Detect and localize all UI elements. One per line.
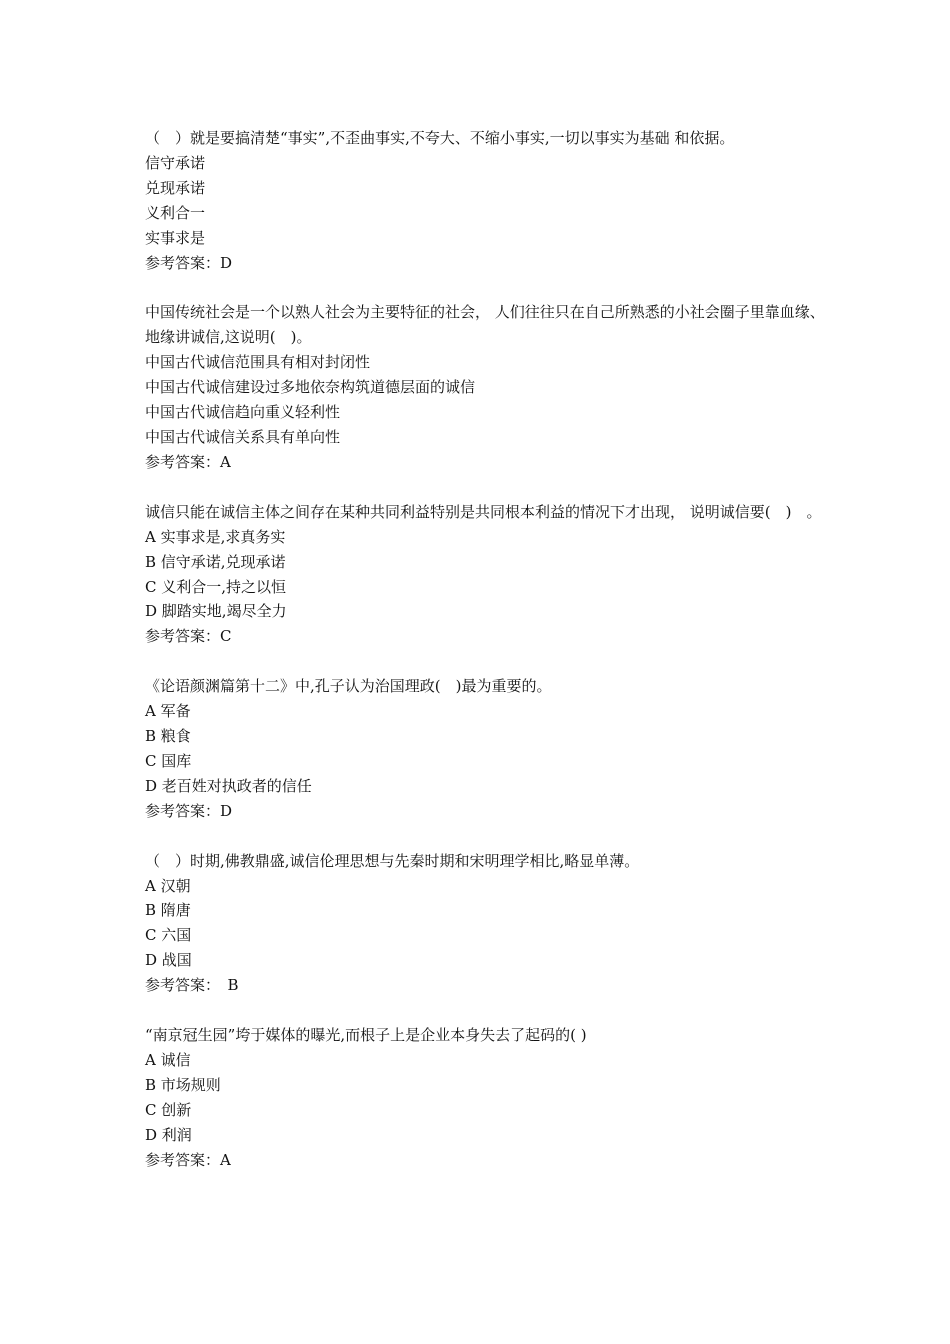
option: 中国古代诚信范围具有相对封闭性 [145, 353, 371, 372]
option: A 军备 [145, 702, 191, 721]
question-stem: “南京冠生园”垮于媒体的曝光,而根子上是企业本身失去了起码的( ) [145, 1026, 587, 1045]
reference-answer: 参考答案：D [145, 253, 233, 272]
question-6 [145, 1023, 825, 1172]
option: C 国库 [145, 751, 192, 770]
document-page [145, 126, 825, 1198]
option: B 隋唐 [145, 901, 191, 920]
option: 兑现承诺 [145, 178, 206, 197]
option: D 战国 [145, 951, 192, 970]
option: 中国古代诚信关系具有单向性 [145, 427, 341, 446]
question-stem: 诚信只能在诚信主体之间存在某种共同利益特别是共同根本利益的情况下才出现， 说明诚信要( ) 。 [145, 502, 822, 521]
option: C 创新 [145, 1100, 192, 1119]
option: D 利润 [145, 1125, 192, 1144]
question-1 [145, 126, 825, 275]
option: D 老百姓对执政者的信任 [145, 776, 312, 795]
option: 中国古代诚信趋向重义轻利性 [145, 403, 341, 422]
option: B 粮食 [145, 727, 191, 746]
option: D 脚踏实地,竭尽全力 [145, 602, 287, 621]
question-3 [145, 500, 825, 649]
reference-answer: 参考答案：A [145, 1150, 231, 1169]
reference-answer: 参考答案： B [145, 976, 239, 995]
question-4 [145, 674, 825, 823]
question-stem: 中国传统社会是一个以熟人社会为主要特征的社会， 人们往往只在自己所熟悉的小社会圈子里靠血缘、地缘讲诚信,这说明( )。 [145, 303, 825, 347]
reference-answer: 参考答案：A [145, 452, 231, 471]
option: B 市场规则 [145, 1075, 221, 1094]
question-stem: 《论语颜渊篇第十二》中,孔子认为治国理政( )最为重要的。 [145, 677, 552, 696]
option: A 汉朝 [145, 876, 191, 895]
question-2 [145, 300, 825, 474]
option: 中国古代诚信建设过多地依奈构筑道德层面的诚信 [145, 378, 476, 397]
option: B 信守承诺,兑现承诺 [145, 552, 286, 571]
option: C 六国 [145, 926, 192, 945]
option: C 义利合一,持之以恒 [145, 577, 287, 596]
question-5 [145, 849, 825, 998]
option: 信守承诺 [145, 153, 206, 172]
reference-answer: 参考答案：D [145, 801, 233, 820]
option: 实事求是 [145, 228, 206, 247]
option: 义利合一 [145, 203, 206, 222]
option: A 实事求是,求真务实 [145, 527, 286, 546]
question-stem: （ ）时期,佛教鼎盛,诚信伦理思想与先秦时期和宋明理学相比,略显单薄。 [145, 851, 640, 870]
option: A 诚信 [145, 1051, 191, 1069]
reference-answer: 参考答案：C [145, 627, 232, 646]
question-stem: （ ）就是要搞清楚“事实”,不歪曲事实,不夸大、不缩小事实,一切以事实为基础 和依据。 [145, 129, 735, 147]
